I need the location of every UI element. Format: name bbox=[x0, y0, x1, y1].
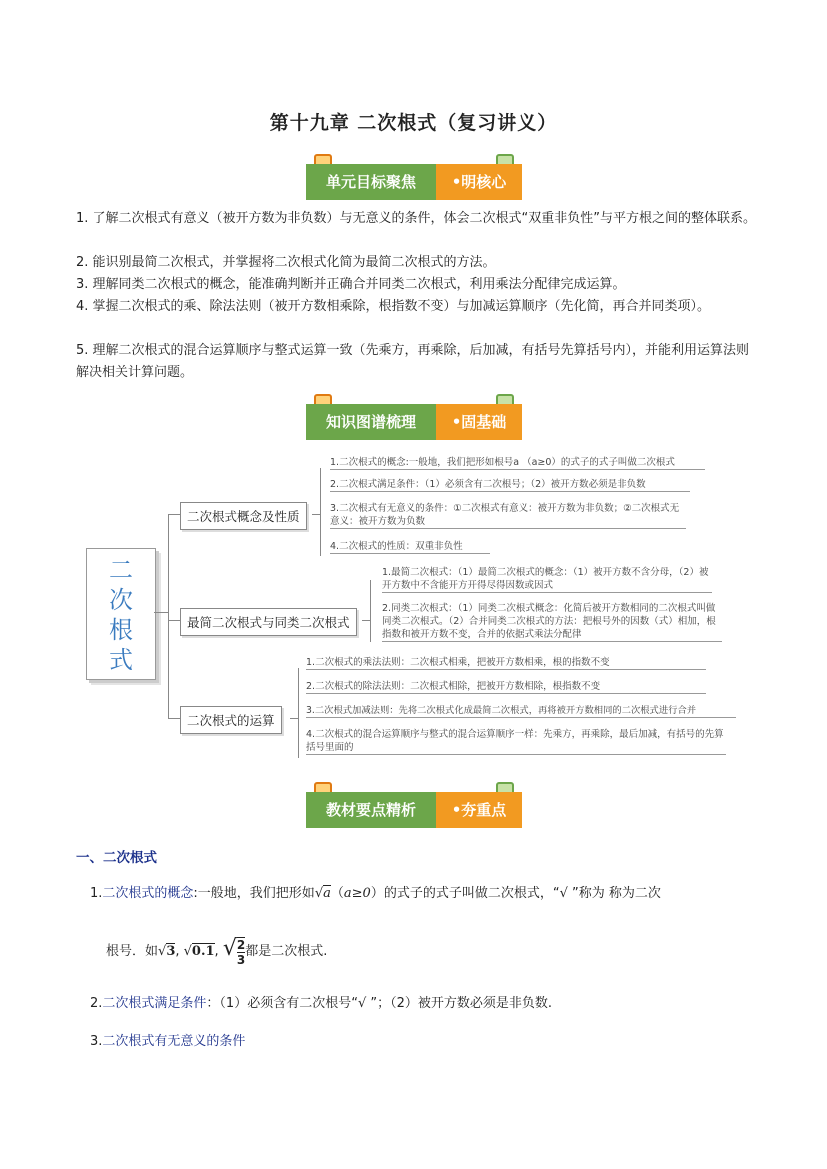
connector bbox=[168, 514, 169, 718]
banner-left-text: 单元目标聚焦 bbox=[306, 164, 436, 200]
banner-left-text: 知识图谱梳理 bbox=[306, 404, 436, 440]
text: ”；（2）被开方数必须是非负数. bbox=[370, 996, 552, 1011]
banner-knowledge-map bbox=[306, 404, 522, 440]
root-char: 根 bbox=[109, 616, 133, 644]
sqrt-icon: √ bbox=[183, 944, 192, 959]
leaf-item: 1.最简二次根式：（1）最简二次根式的概念：（1）被开方数不含分母，（2）被开方数中不含能开方开得尽得因数或因式 bbox=[382, 566, 712, 593]
fraction bbox=[237, 937, 245, 967]
sqrt-icon: √ bbox=[357, 996, 371, 1011]
root-char: 式 bbox=[109, 646, 133, 674]
branch-concept: 二次根式概念及性质 bbox=[180, 502, 307, 530]
connector bbox=[370, 580, 371, 642]
page-title: 第十九章 二次根式（复习讲义） bbox=[269, 112, 558, 134]
text: ）的式子的式子叫做二次根式，“ bbox=[370, 886, 560, 901]
banner-textbook-points bbox=[306, 792, 522, 828]
goal-item-4: 4. 掌握二次根式的乘、除法法则（被开方数相乘除，根指数不变）与加减运算顺序（先化简，再合并同类项）。 bbox=[76, 299, 711, 314]
connector bbox=[312, 514, 320, 515]
banner-right-text: •夯重点 bbox=[436, 792, 522, 828]
leaf-item: 4.二次根式的混合运算顺序与整式的混合运算顺序一样：先乘方，再乘除，最后加减，有括号的先算括号里面的 bbox=[306, 728, 726, 755]
leaf-item: 2.二次根式满足条件：（1）必须含有二次根号；（2）被开方数必须是非负数 bbox=[330, 478, 690, 492]
example-radicand: 3 bbox=[166, 944, 176, 959]
leaf-item: 2.二次根式的除法法则：二次根式相除，把被开方数相除，根指数不变 bbox=[306, 680, 706, 694]
text: :一般地，我们把形如 bbox=[193, 886, 315, 901]
root-char: 次 bbox=[109, 586, 133, 614]
text: （ bbox=[330, 886, 344, 901]
banner-unit-goals bbox=[306, 164, 522, 200]
mindmap-root bbox=[86, 548, 156, 680]
goal-item-5: 5. 理解二次根式的混合运算顺序与整式运算一致（先乘方，再乘除，后加减，有括号先算括号内），并能利用运算法则解决相关计算问题。 bbox=[76, 343, 750, 380]
text: 都是二次根式. bbox=[245, 944, 328, 959]
connector bbox=[168, 620, 180, 621]
leaf-item: 3.二次根式有无意义的条件：①二次根式有意义：被开方数为非负数；②二次根式无意义：被开方数为负数 bbox=[330, 502, 686, 529]
numerator: 2 bbox=[236, 937, 246, 952]
leaf-item: 3.二次根式加减法则：先将二次根式化成最简二次根式，再将被开方数相同的二次根式进行合并 bbox=[306, 704, 736, 718]
sqrt-icon: √ bbox=[314, 886, 324, 901]
connector bbox=[362, 620, 370, 621]
connector bbox=[320, 468, 321, 556]
paragraph-meaning bbox=[90, 1030, 245, 1049]
denominator: 3 bbox=[236, 952, 246, 967]
text: 2. bbox=[90, 996, 103, 1011]
term: 二次根式满足条件 bbox=[102, 996, 207, 1011]
leaf-item: 4.二次根式的性质：双重非负性 bbox=[330, 540, 490, 554]
banner-right-text: •明核心 bbox=[436, 164, 522, 200]
branch-simplest: 最简二次根式与同类二次根式 bbox=[180, 608, 357, 636]
paragraph-concept bbox=[90, 882, 661, 901]
banner-right-text: •固基础 bbox=[436, 404, 522, 440]
connector bbox=[154, 612, 168, 613]
leaf-item: 1.二次根式的乘法法则：二次根式相乘，把被开方数相乘，根的指数不变 bbox=[306, 656, 706, 670]
math-cond: a≥0 bbox=[343, 886, 371, 901]
paragraph-examples: 根号．如√3, √0.1, √ $\frac{2}{3}$ 都是二次根式. bbox=[106, 936, 328, 967]
connector bbox=[290, 718, 298, 719]
text: 根号．如 bbox=[106, 944, 159, 959]
leaf-item: 1.二次根式的概念:一般地，我们把形如根号a （a≥0）的式子的式子叫做二次根式 bbox=[330, 456, 705, 470]
example-radicand: 0.1 bbox=[191, 944, 215, 959]
sqrt-icon: √ bbox=[222, 936, 237, 961]
sqrt-icon: √ bbox=[158, 944, 167, 959]
term: 二次根式有无意义的条件 bbox=[102, 1034, 246, 1049]
connector bbox=[168, 514, 180, 515]
goal-item-3: 3. 理解同类二次根式的概念，能准确判断并正确合并同类二次根式，利用乘法分配律完成运算。 bbox=[76, 277, 626, 292]
text: 1. bbox=[90, 886, 103, 901]
connector bbox=[298, 668, 299, 758]
sqrt-icon: √ bbox=[559, 886, 572, 901]
root-char: 二 bbox=[109, 556, 133, 584]
text: ：（1）必须含有二次根号“ bbox=[206, 996, 358, 1011]
math-var: a bbox=[323, 886, 331, 901]
branch-operations: 二次根式的运算 bbox=[180, 706, 282, 734]
connector bbox=[168, 718, 180, 719]
goal-item-2: 2. 能识别最简二次根式，并掌握将二次根式化简为最简二次根式的方法。 bbox=[76, 255, 496, 270]
term: 二次根式的概念 bbox=[102, 886, 194, 901]
text: 3. bbox=[90, 1034, 103, 1049]
text: ”称为 称为二次 bbox=[571, 886, 661, 901]
paragraph-conditions bbox=[90, 992, 552, 1011]
leaf-item: 2.同类二次根式：（1）同类二次根式概念：化简后被开方数相同的二次根式叫做同类二次根式。（2）合并同类二次根式的方法：把根号外的因数（式）相加，根指数和被开方数不变，合并的依据式乘法分配律 bbox=[382, 602, 722, 642]
section-heading: 一、二次根式 bbox=[76, 850, 157, 866]
banner-left-text: 教材要点精析 bbox=[306, 792, 436, 828]
goal-item-1: 1. 了解二次根式有意义（被开方数为非负数）与无意义的条件，体会二次根式“双重非负性”与平方根之间的整体联系。 bbox=[76, 211, 757, 226]
